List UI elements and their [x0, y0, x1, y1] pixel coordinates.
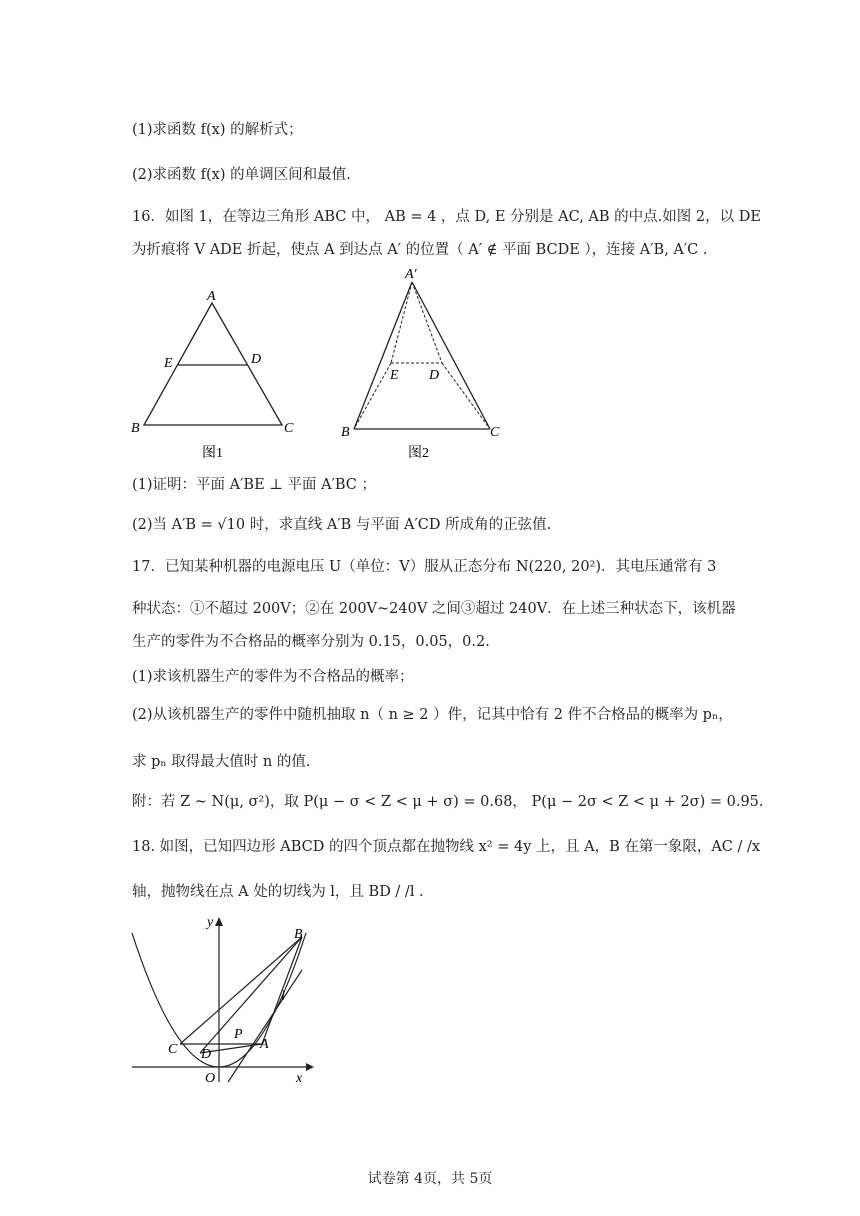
fig1-label-B: B	[131, 421, 140, 436]
page-footer: 试卷第 4页，共 5页	[367, 1171, 493, 1187]
fig2-caption: 图2	[408, 446, 429, 461]
q16-part1: (1)证明：平面 A′BE ⊥ 平面 A′BC ；	[132, 477, 377, 493]
q15-part1: (1)求函数 f(x) 的解析式；	[132, 122, 303, 138]
fig1-label-C: C	[284, 421, 294, 436]
fig2-label-E: E	[390, 368, 399, 383]
fig3-label-P: P	[234, 1027, 243, 1042]
fig3-label-D: D	[201, 1047, 212, 1062]
fig2-label-C: C	[490, 425, 500, 440]
q18-stem-line1: 18. 如图，已知四边形 ABCD 的四个顶点都在抛物线 x² = 4y 上，且 A，B 在第一象限，AC / /x	[132, 839, 761, 855]
fig3-label-O: O	[205, 1071, 216, 1086]
q17-stem-line2: 种状态：①不超过 200V；②在 200V~240V 之间③超过 240V．在上述三种状态下，该机器	[132, 601, 736, 617]
fig3-label-A: A	[260, 1037, 269, 1052]
figure-1-triangle	[128, 285, 300, 463]
figure-2-folded-pyramid	[338, 262, 510, 462]
q16-stem-line2: 为折痕将 V ADE 折起，使点 A 到达点 A′ 的位置（ A′ ∉ 平面 BCDE ），连接 A′B, A′C .	[132, 242, 708, 258]
fig3-label-y: y	[207, 915, 214, 930]
fig2-label-B: B	[341, 425, 350, 440]
fig3-label-B: B	[294, 927, 303, 942]
fig3-label-l: l	[281, 989, 285, 1004]
figure-parabola	[128, 910, 324, 1090]
fig2-label-D: D	[429, 368, 440, 383]
q16-part2: (2)当 A′B = √10 时，求直线 A′B 与平面 A′CD 所成角的正弦值.	[132, 517, 552, 533]
fig3-label-x: x	[296, 1071, 303, 1086]
q15-part2: (2)求函数 f(x) 的单调区间和最值.	[132, 167, 351, 183]
fig1-label-D: D	[251, 352, 262, 367]
fig1-caption: 图1	[202, 446, 223, 461]
q16-stem-line1: 16．如图 1，在等边三角形 ABC 中， AB = 4 ，点 D, E 分别是 AC, AB 的中点.如图 2，以 DE	[132, 209, 761, 225]
fig1-label-A: A	[207, 289, 216, 304]
fig2-label-A-prime: A′	[405, 267, 417, 282]
q18-stem-line2: 轴，抛物线在点 A 处的切线为 l，且 BD / /l .	[132, 884, 424, 900]
q17-stem-line3: 生产的零件为不合格品的概率分别为 0.15，0.05，0.2.	[132, 634, 490, 650]
fig3-label-C: C	[168, 1042, 178, 1057]
q17-part1: (1)求该机器生产的零件为不合格品的概率；	[132, 669, 414, 685]
q17-part2-line2: 求 pₙ 取得最大值时 n 的值.	[132, 754, 311, 770]
q17-part2-line1: (2)从该机器生产的零件中随机抽取 n（ n ≥ 2 ）件，记其中恰有 2 件不合格品的概率为 pₙ，	[132, 707, 733, 723]
q17-stem-line1: 17．已知某种机器的电源电压 U（单位：V）服从正态分布 N(220, 20²)．其电压通常有 3	[132, 559, 717, 575]
q17-note: 附：若 Z ~ N(μ, σ²)，取 P(μ − σ < Z < μ + σ) = 0.68， P(μ − 2σ < Z < μ + 2σ) = 0.95.	[132, 794, 764, 810]
fig1-label-E: E	[164, 356, 173, 371]
